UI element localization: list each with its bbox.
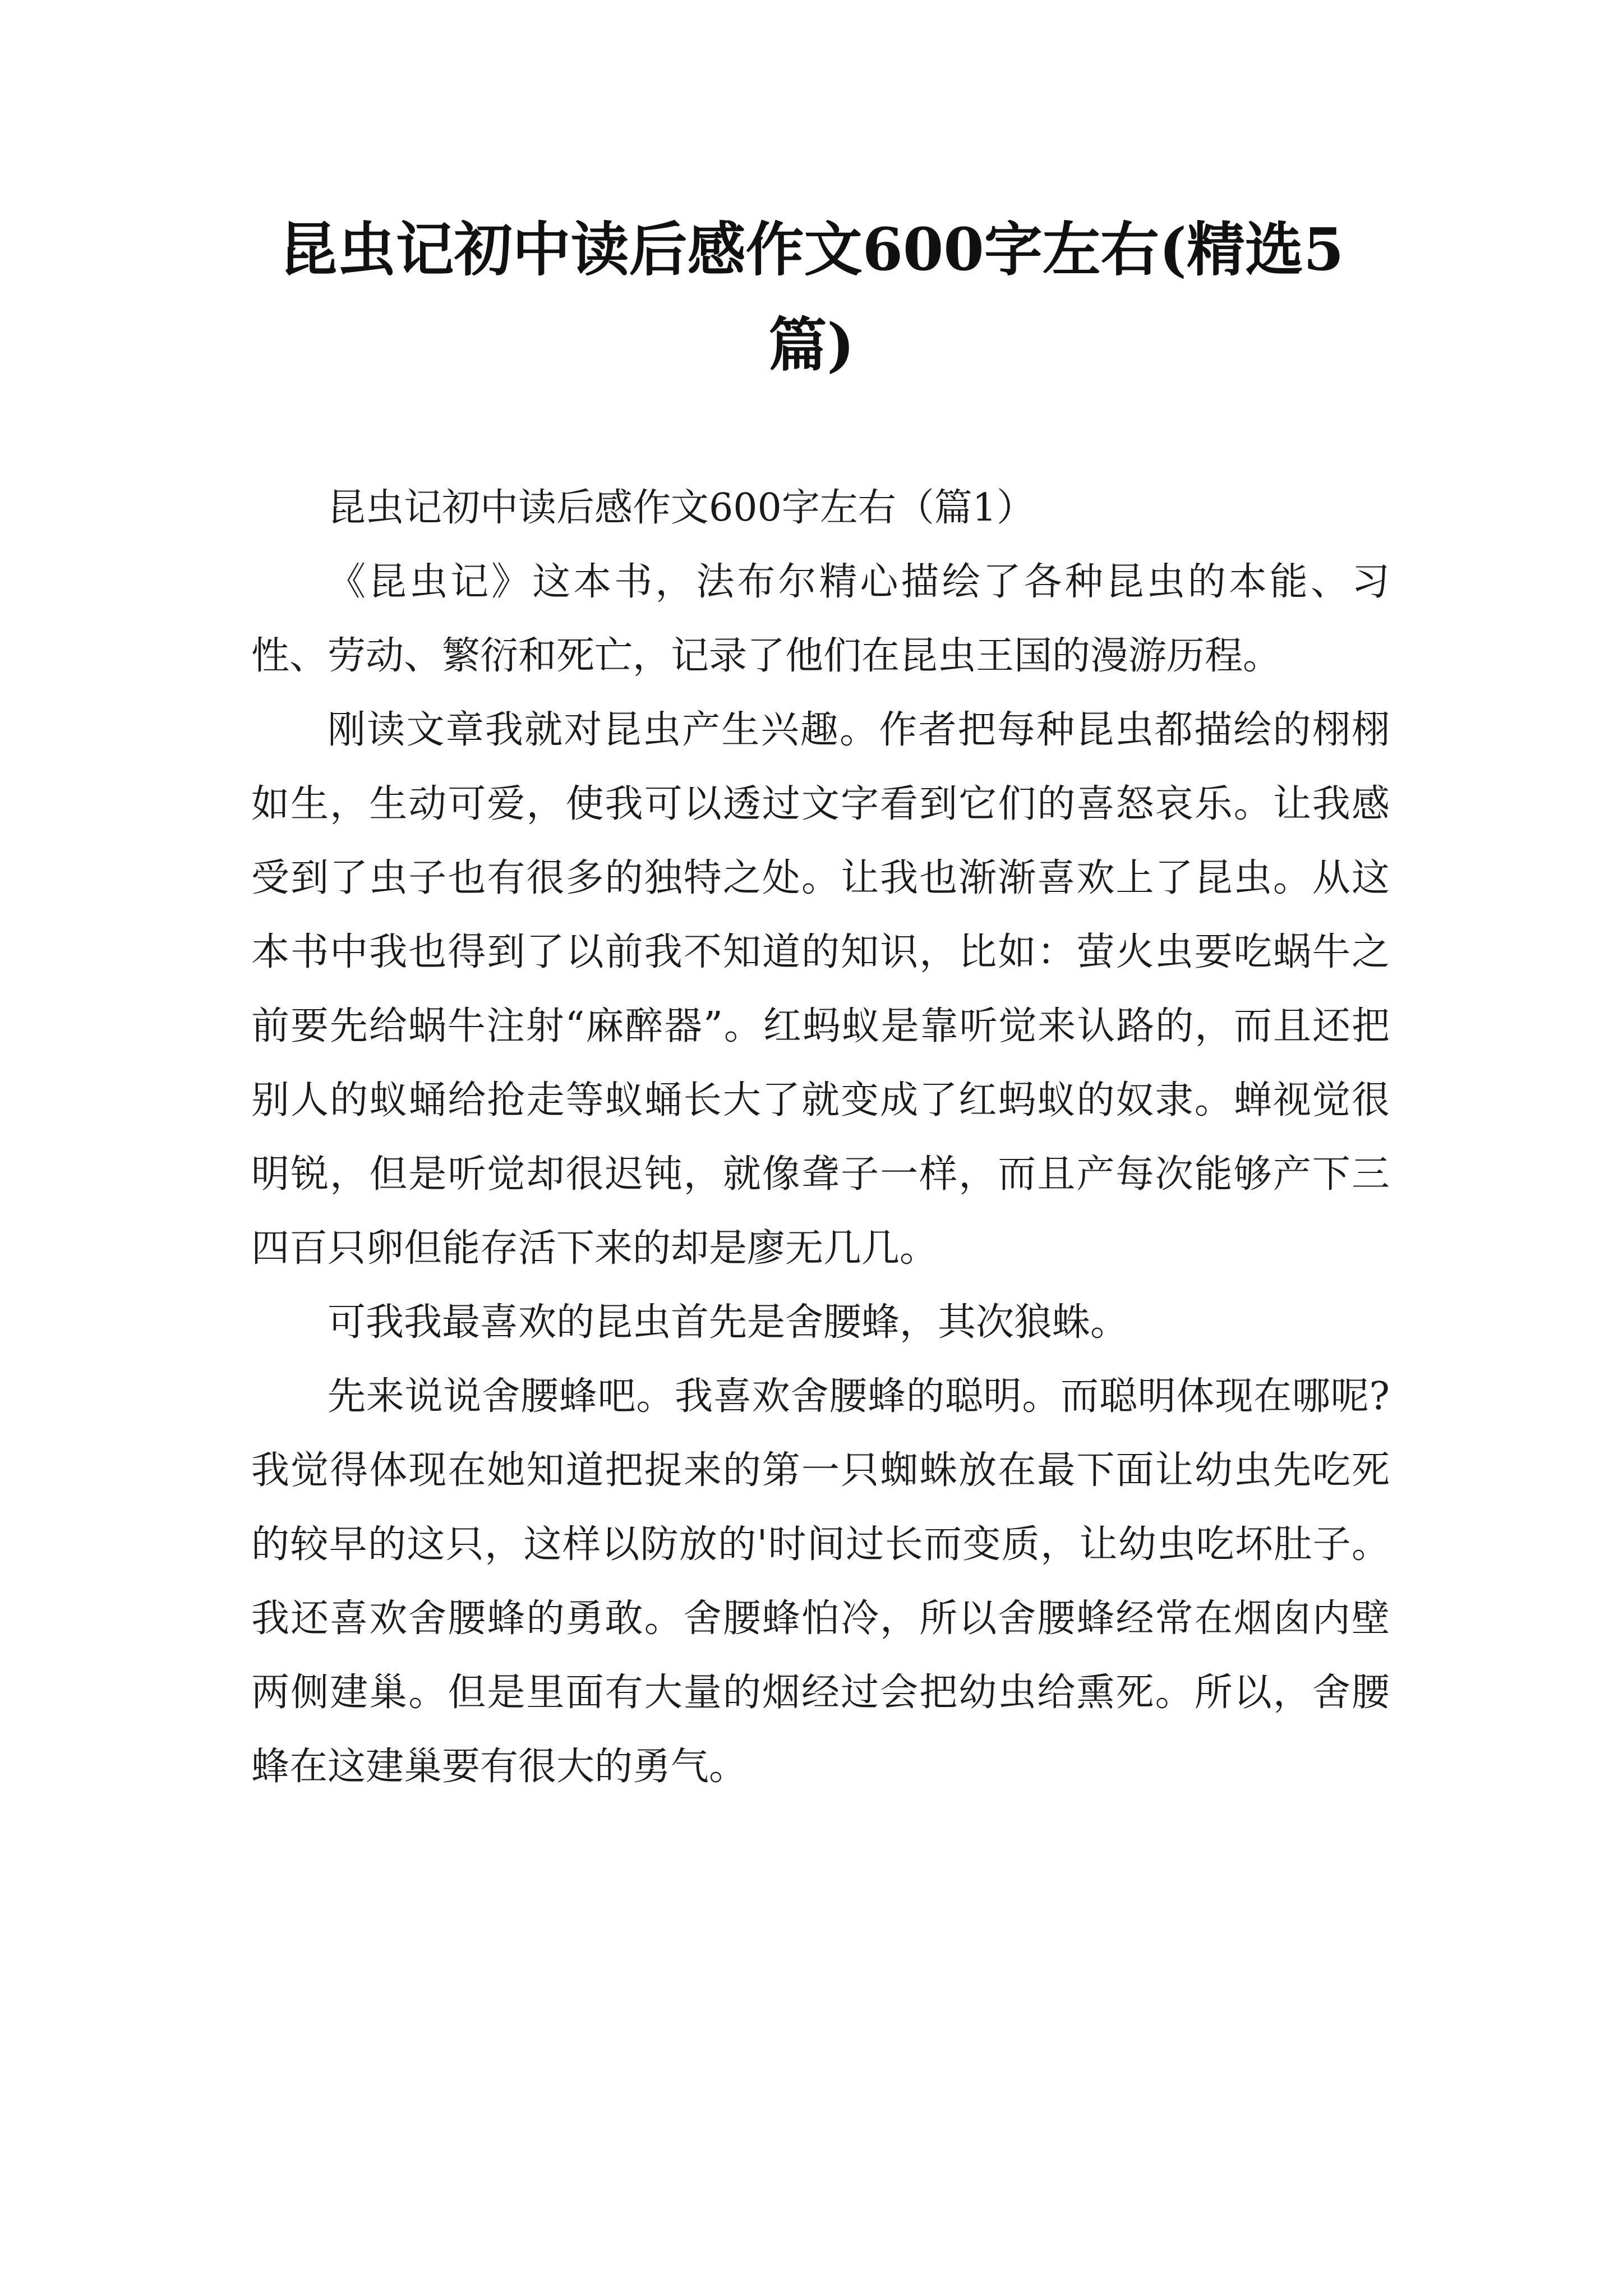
document-body (251, 471, 1390, 1804)
paragraph: 先来说说舍腰蜂吧。我喜欢舍腰蜂的聪明。而聪明体现在哪呢?我觉得体现在她知道把捉来的第一只蜘蛛放在最下面让幼虫先吃死的较早的这只，这样以防放的'时间过长而变质，让幼虫吃坏肚子。我还喜欢舍腰蜂的勇敢。舍腰蜂怕冷，所以舍腰蜂经常在烟囱内壁两侧建巢。但是里面有大量的烟经过会把幼虫给熏死。所以，舍腰蜂在这建巢要有很大的勇气。 (251, 1374, 1390, 1789)
paragraph: 刚读文章我就对昆虫产生兴趣。作者把每种昆虫都描绘的栩栩如生，生动可爱，使我可以透过文字看到它们的喜怒哀乐。让我感受到了虫子也有很多的独特之处。让我也渐渐喜欢上了昆虫。从这本书中我也得到了以前我不知道的知识，比如：萤火虫要吃蜗牛之前要先给蜗牛注射“麻醉器”。红蚂蚁是靠听觉来认路的，而且还把别人的蚁蛹给抢走等蚁蛹长大了就变成了红蚂蚁的奴隶。蝉视觉很明锐，但是听觉却很迟钝，就像聋子一样，而且产每次能够产下三四百只卵但能存活下来的却是廖无几几。 (251, 708, 1390, 1271)
paragraph: 《昆虫记》这本书，法布尔精心描绘了各种昆虫的本能、习性、劳动、繁衍和死亡，记录了他们在昆虫王国的漫游历程。 (251, 560, 1390, 678)
document-title: 昆虫记初中读后感作文600字左右(精选5篇) (279, 215, 1344, 379)
paragraph: 可我我最喜欢的昆虫首先是舍腰蜂，其次狼蛛。 (328, 1300, 1129, 1345)
section-heading: 昆虫记初中读后感作文600字左右（篇1） (328, 486, 1035, 530)
